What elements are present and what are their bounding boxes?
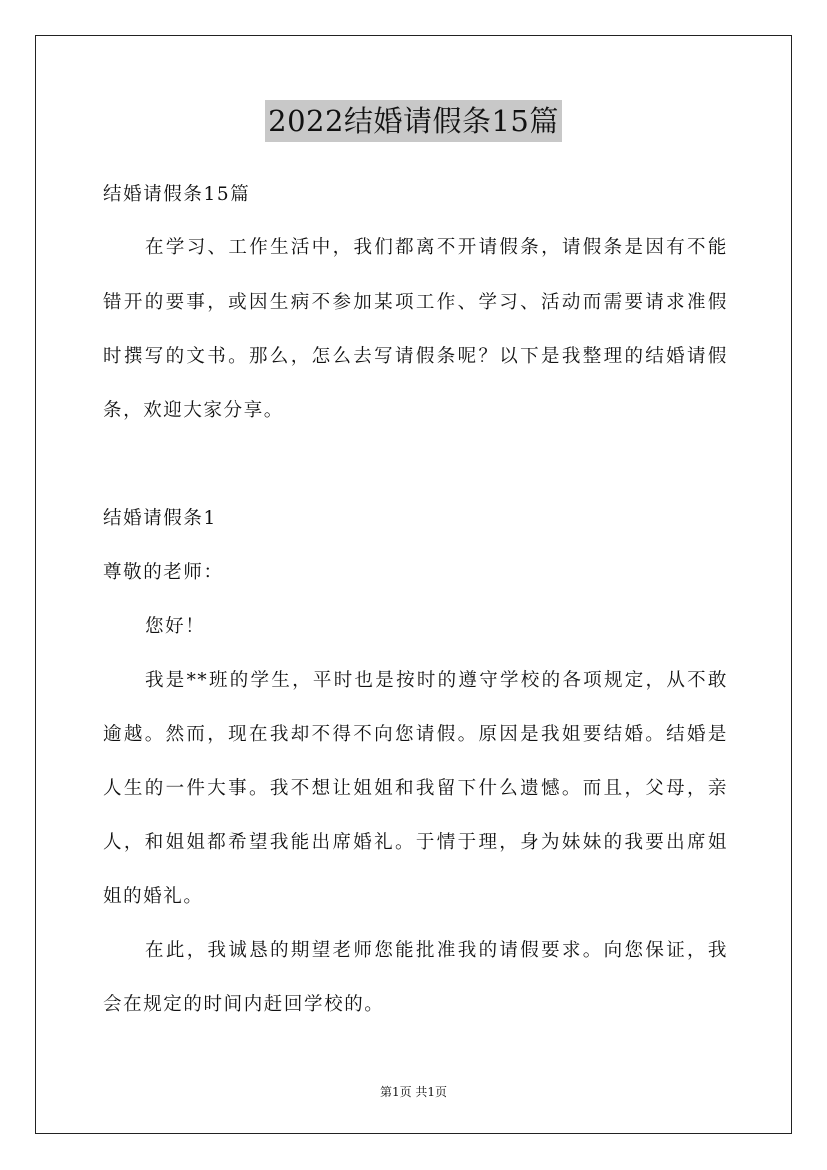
body-line-3: 人生的一件大事。我不想让姐姐和我留下什么遗憾。而且，父母，亲 [103,778,728,799]
intro-line-3: 时撰写的文书。那么，怎么去写请假条呢？以下是我整理的结婚请假 [103,346,728,367]
body-line-5: 姐的婚礼。 [103,886,204,907]
subtitle: 结婚请假条15篇 [103,184,251,205]
document-title: 2022结婚请假条15篇 [265,100,562,142]
title-wrap [0,100,827,142]
body-line-2: 逾越。然而，现在我却不得不向您请假。原因是我姐要结婚。结婚是 [103,724,728,745]
intro-line-4: 条，欢迎大家分享。 [103,400,284,421]
closing-line-1: 在此，我诚恳的期望老师您能批准我的请假要求。向您保证，我 [145,940,728,961]
salutation: 尊敬的老师： [103,562,224,583]
section-heading: 结婚请假条1 [103,508,217,529]
intro-line-1: 在学习、工作生活中，我们都离不开请假条，请假条是因有不能 [145,237,728,258]
greeting: 您好！ [145,616,206,637]
intro-line-2: 错开的要事，或因生病不参加某项工作、学习、活动而需要请求准假 [103,292,728,313]
body-line-4: 人，和姐姐都希望我能出席婚礼。于情于理，身为妹妹的我要出席姐 [103,832,728,853]
body-line-1: 我是**班的学生，平时也是按时的遵守学校的各项规定，从不敢 [145,670,728,691]
closing-line-2: 会在规定的时间内赶回学校的。 [103,994,385,1015]
page-footer: 第1页 共1页 [379,1085,448,1099]
